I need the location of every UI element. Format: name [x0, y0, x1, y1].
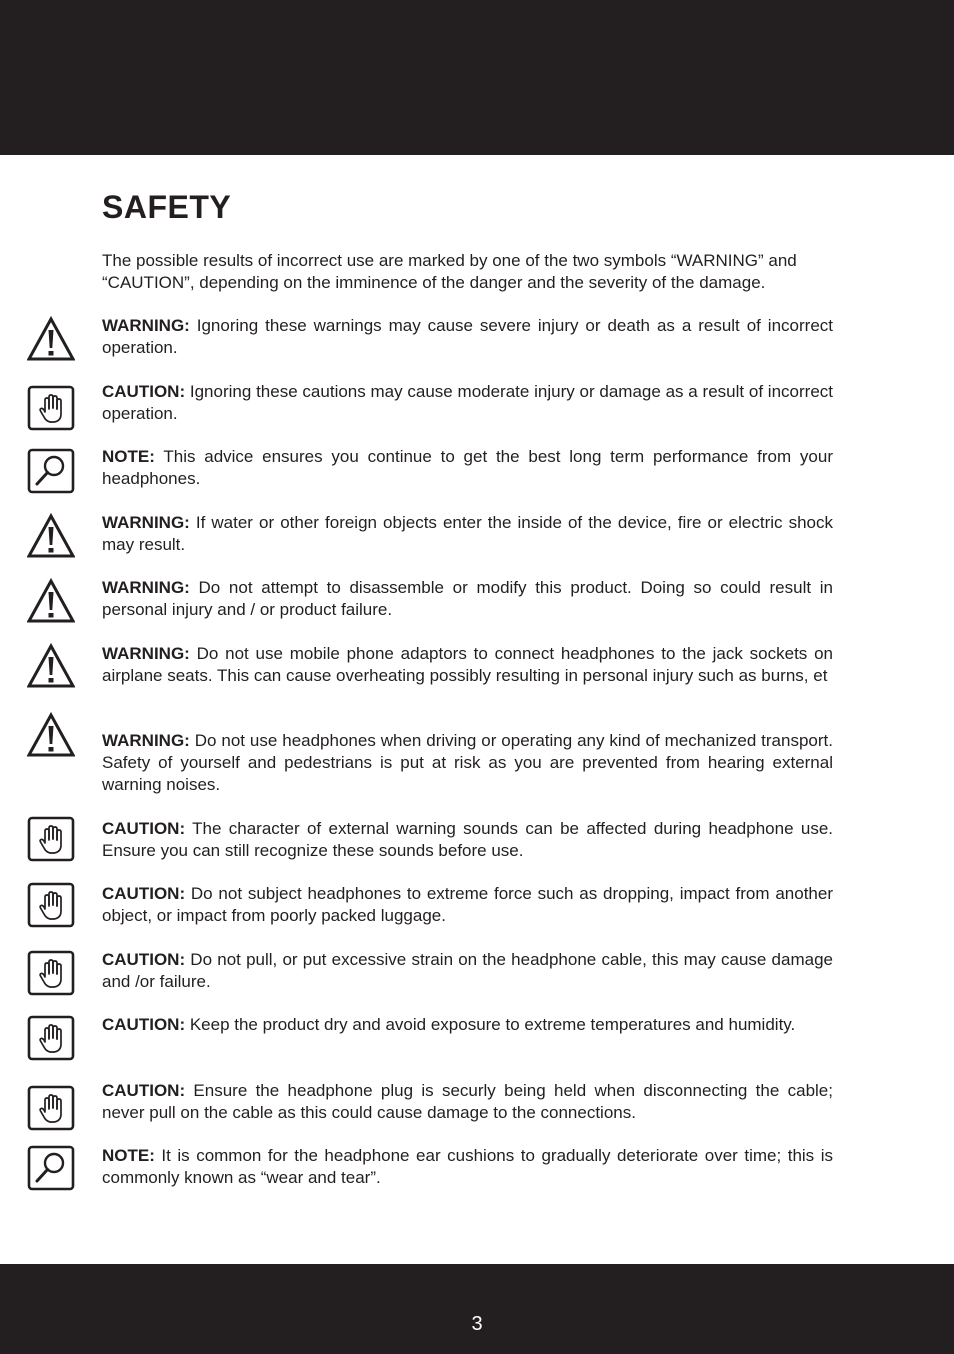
- notice-item: [102, 512, 833, 556]
- notice-item: [102, 643, 833, 687]
- intro-paragraph: The possible results of incorrect use are marked by one of the two symbols “WARNING” and “CAUTION”, depending on the imminence of the danger and the severity of the damage.: [102, 251, 797, 292]
- notice-label: CAUTION:: [102, 950, 186, 969]
- warning-triangle-icon: [27, 712, 75, 758]
- notice-text: Ensure the headphone plug is securly being held when disconnecting the cable; never pull on the cable as this could cause damage to the connections.: [102, 1081, 833, 1122]
- notice-text: Ignoring these warnings may cause severe injury or death as a result of incorrect operation.: [102, 316, 833, 357]
- notice-text: It is common for the headphone ear cushions to gradually deteriorate over time; this is commonly known as “wear and tear”.: [102, 1146, 833, 1187]
- notice-text: Do not pull, or put excessive strain on the headphone cable, this may cause damage and /or failure.: [102, 950, 833, 991]
- notice-item: [102, 1145, 833, 1189]
- notice-item: [102, 818, 833, 862]
- note-magnifier-icon: [27, 1145, 75, 1191]
- notice-text: Do not attempt to disassemble or modify this product. Doing so could result in personal injury and / or product failure.: [102, 578, 833, 619]
- notice-label: CAUTION:: [102, 884, 186, 903]
- note-magnifier-icon: [27, 448, 75, 494]
- notice-label: CAUTION:: [102, 819, 186, 838]
- caution-hand-icon: [27, 950, 75, 996]
- page-number: 3: [471, 1313, 483, 1335]
- notice-item: [102, 315, 833, 359]
- notice-label: WARNING:: [102, 644, 190, 663]
- notice-item: [102, 730, 833, 796]
- notice-label: CAUTION:: [102, 1081, 186, 1100]
- notice-label: NOTE:: [102, 1146, 155, 1165]
- notice-label: CAUTION:: [102, 382, 186, 401]
- notice-label: WARNING:: [102, 513, 190, 532]
- warning-triangle-icon: [27, 316, 75, 362]
- warning-triangle-icon: [27, 578, 75, 624]
- notice-label: NOTE:: [102, 447, 155, 466]
- notice-label: WARNING:: [102, 731, 190, 750]
- notice-text: Keep the product dry and avoid exposure to extreme temperatures and humidity.: [185, 1015, 796, 1034]
- notice-item: [102, 381, 833, 425]
- caution-hand-icon: [27, 385, 75, 431]
- notice-label: WARNING:: [102, 578, 190, 597]
- page-title: SAFETY: [102, 189, 232, 225]
- caution-hand-icon: [27, 816, 75, 862]
- warning-triangle-icon: [27, 513, 75, 559]
- notice-item: [102, 883, 833, 927]
- notice-text: Ignoring these cautions may cause moderate injury or damage as a result of incorrect operation.: [102, 382, 833, 423]
- notice-item: [102, 446, 833, 490]
- notice-text: Do not subject headphones to extreme force such as dropping, impact from another object, or impact from poorly packed luggage.: [102, 884, 833, 925]
- caution-hand-icon: [27, 882, 75, 928]
- notice-text: The character of external warning sounds can be affected during headphone use. Ensure you can still recognize these sounds before use.: [102, 819, 833, 860]
- notice-label: WARNING:: [102, 316, 190, 335]
- notice-text: Do not use headphones when driving or operating any kind of mechanized transport. Safety of yourself and pedestrians is put at risk as you are prevented from hearing external warning noises.: [102, 731, 833, 794]
- warning-triangle-icon: [27, 643, 75, 689]
- header-band: [0, 0, 954, 155]
- notice-text: If water or other foreign objects enter the inside of the device, fire or electric shock may result.: [102, 513, 833, 554]
- notice-item: [102, 1080, 833, 1124]
- notice-text: This advice ensures you continue to get the best long term performance from your headphones.: [102, 447, 833, 488]
- notice-item: [102, 1014, 833, 1036]
- caution-hand-icon: [27, 1015, 75, 1061]
- notice-label: CAUTION:: [102, 1015, 186, 1034]
- caution-hand-icon: [27, 1085, 75, 1131]
- notice-text: Do not use mobile phone adaptors to connect headphones to the jack sockets on airplane seats. This can cause overheating possibly resulting in personal injury such as burns, et: [102, 644, 833, 685]
- footer-band: [0, 1264, 954, 1354]
- notice-item: [102, 949, 833, 993]
- notice-item: [102, 577, 833, 621]
